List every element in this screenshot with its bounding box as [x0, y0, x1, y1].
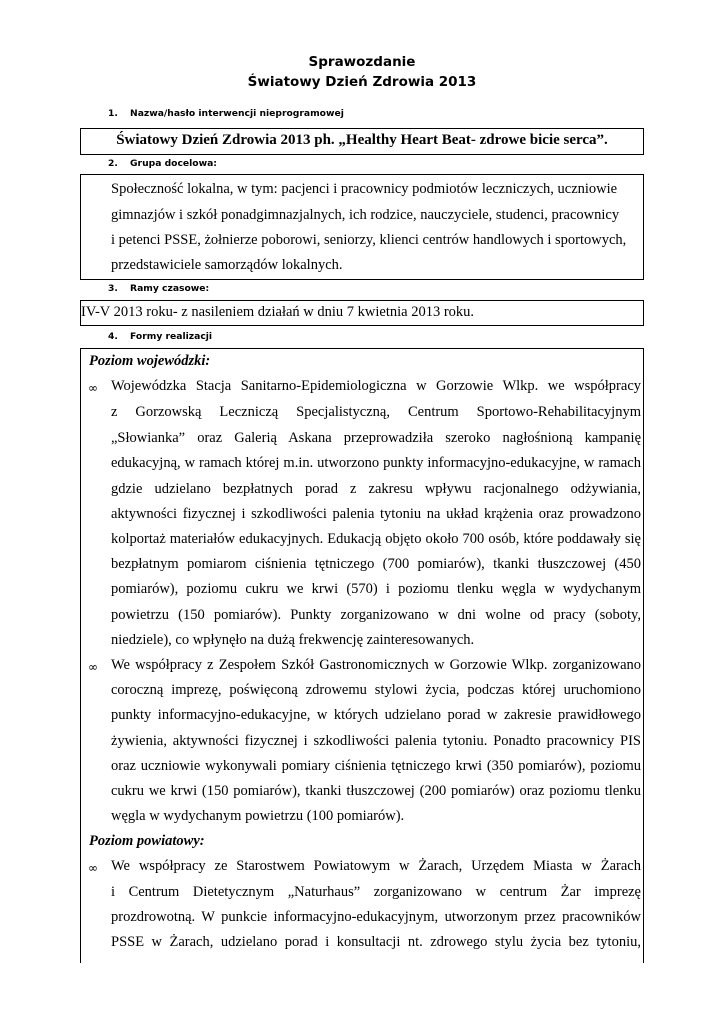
report-title: Sprawozdanie	[308, 54, 416, 70]
bullet-1-line: gdzie udzielano bezpłatnych porad z zakresu wpływu racjonalnego odżywiania,	[111, 481, 641, 497]
bullet-1-line: aktywności fizycznej i szkodliwości palenia tytoniu na układ krążenia oraz prowadzono	[111, 506, 641, 522]
bullet-2-line: węgla w wydychanym powietrzu (100 pomiarów).	[111, 808, 405, 824]
bullet-3-line: We współpracy ze Starostwem Powiatowym w Żarach, Urzędem Miasta w Żarach	[111, 858, 641, 874]
bullet-2-line: We współpracy z Zespołem Szkół Gastronomicznych w Gorzowie Wlkp. zorganizowano	[111, 657, 641, 673]
report-subtitle: Światowy Dzień Zdrowia 2013	[247, 74, 477, 90]
bullet-2-line: punkty informacyjno-edukacyjne, w których udzielano porad w zakresie prawidłowego	[111, 707, 641, 723]
section-2-box	[80, 174, 644, 280]
level-heading-district: Poziom powiatowy:	[89, 833, 205, 849]
bullet-1-line: powietrzu (150 pomiarów). Punkty zorganizowano w dni wolne od pracy (soboty,	[111, 607, 641, 623]
bullet-3-line: PSSE w Żarach, udzielano porad i konsultacji nt. zdrowego stylu życia bez tytoniu,	[111, 934, 641, 950]
bullet-2-line: oraz uczniowie wykonywali pomiary ciśnienia tętniczego krwi (350 pomiarów), poziomu	[111, 758, 641, 774]
section-heading-1	[108, 108, 344, 120]
target-group-line: gimnazjów i szkół ponadgimnazjalnych, ich rodzice, nauczyciele, studenci, pracownicy	[111, 207, 620, 223]
timeframe-text: IV-V 2013 roku- z nasileniem działań w dniu 7 kwietnia 2013 roku.	[81, 304, 475, 320]
section-number: 2.	[108, 158, 118, 169]
section-4-box	[80, 348, 644, 963]
bullet-1-line: bezpłatnym pomiarom ciśnienia tętniczego (700 pomiarów), tkanki tłuszczowej (450	[111, 556, 641, 572]
section-heading-2	[108, 158, 217, 170]
section-3-box	[80, 300, 644, 326]
bullet-1-line: „Słowianka” oraz Galerią Askana przeprowadziła szeroko nagłośnioną kampanię	[111, 430, 641, 446]
bullet-2-line: cukru we krwi (150 pomiarów), tkanki tłuszczowej (200 pomiarów) oraz poziomu tlenku	[111, 783, 641, 799]
bullet-1-line: niedziele), co wpłynęło na dużą frekwencję zainteresowanych.	[111, 632, 475, 648]
bullet-3-line: prozdrowotną. W punkcie informacyjno-edukacyjnym, utworzonym przez pracowników	[111, 909, 641, 925]
section-label: Grupa docelowa:	[130, 158, 217, 169]
bullet-2-line: coroczną imprezę, poświęconą zdrowemu stylowi życia, podczas której uruchomiono	[111, 682, 641, 698]
section-number: 1.	[108, 108, 118, 119]
section-heading-4	[108, 331, 212, 343]
section-number: 3.	[108, 283, 118, 294]
bullet-1-line: Wojewódzka Stacja Sanitarno-Epidemiologiczna w Gorzowie Wlkp. we współpracy	[111, 378, 641, 394]
section-heading-3	[108, 283, 209, 295]
intervention-name: Światowy Dzień Zdrowia 2013 ph. „Healthy Heart Beat- zdrowe bicie serca”.	[116, 132, 608, 148]
section-number: 4.	[108, 331, 118, 342]
target-group-line: przedstawiciele samorządów lokalnych.	[111, 257, 343, 273]
section-label: Ramy czasowe:	[130, 283, 210, 294]
bullet-icon: ∞	[88, 861, 98, 875]
bullet-icon: ∞	[88, 381, 98, 395]
section-1-box	[80, 128, 644, 155]
section-label: Formy realizacji	[130, 331, 213, 342]
target-group-line: i petenci PSSE, żołnierze poborowi, seniorzy, klienci centrów handlowych i sportowych,	[111, 232, 627, 248]
bullet-2-line: żywienia, aktywności fizycznej i szkodliwości palenia tytoniu. Ponadto pracownicy PIS	[111, 733, 641, 749]
bullet-3-line: i Centrum Dietetycznym „Naturhaus” zorganizowano w centrum Żar imprezę	[111, 884, 641, 900]
level-heading-voivodeship: Poziom wojewódzki:	[89, 353, 211, 369]
bullet-icon: ∞	[88, 660, 98, 674]
bullet-1-line: pomiarów), poziomu cukru we krwi (570) i poziomu tlenku węgla w wydychanym	[111, 581, 641, 597]
bullet-1-line: edukacyjną, w ramach której m.in. utworzono punkty informacyjno-edukacyjne, w ramach	[111, 455, 641, 471]
target-group-line: Społeczność lokalna, w tym: pacjenci i pracownicy podmiotów leczniczych, uczniowie	[111, 181, 618, 197]
section-label: Nazwa/hasło interwencji nieprogramowej	[130, 108, 344, 119]
bullet-1-line: z Gorzowską Leczniczą Specjalistyczną, Centrum Sportowo-Rehabilitacyjnym	[111, 404, 641, 420]
bullet-1-line: kolportaż materiałów edukacyjnych. Edukacją objęto około 700 osób, które poddawały się	[111, 531, 641, 547]
